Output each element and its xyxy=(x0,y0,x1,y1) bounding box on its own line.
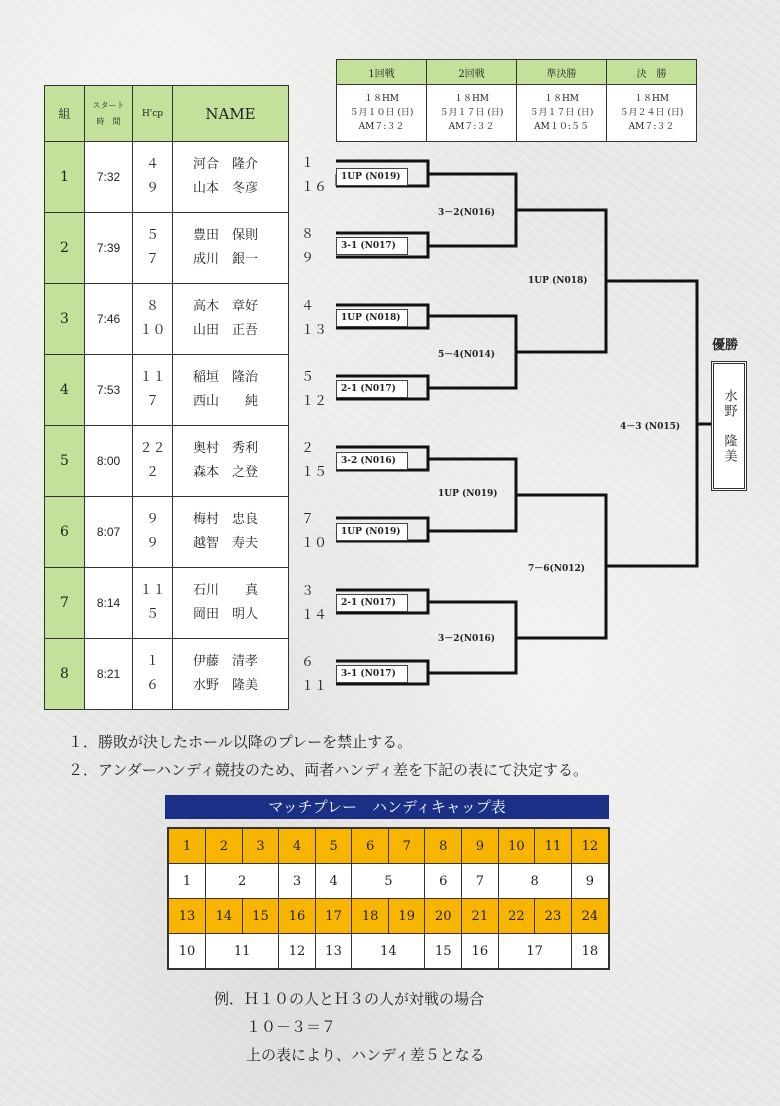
hcp-cell: ９ ９ xyxy=(133,497,173,568)
hcp-cell: ４ ９ xyxy=(133,142,173,213)
round-header: 2回戦 xyxy=(427,60,517,85)
start-time: 7:53 xyxy=(85,355,133,426)
handicap-cell: 22 xyxy=(498,899,535,934)
handicap-cell: 16 xyxy=(279,899,316,934)
seed-number: ３ xyxy=(301,584,315,599)
handicap-cell: 21 xyxy=(462,899,499,934)
r2-result: 3－2(N016) xyxy=(438,208,496,218)
start-time-header: スタート 時 間 xyxy=(85,86,133,142)
group-header: 組 xyxy=(45,86,85,142)
handicap-cell: 13 xyxy=(315,934,352,970)
handicap-cell: 2 xyxy=(206,828,243,864)
handicap-cell: 4 xyxy=(279,828,316,864)
player-name: 稲垣 隆治 xyxy=(193,370,259,385)
r1-result: 1UP (N018) xyxy=(336,309,408,327)
player-name: 豊田 保則 xyxy=(193,228,259,243)
hcp-cell: ８ １０ xyxy=(133,284,173,355)
example-line-3: 上の表により、ハンディ差５となる xyxy=(246,1046,485,1064)
round-detail: １８HM ５月１７日 (日) AM７:３２ xyxy=(427,85,517,142)
handicap-cell: 18 xyxy=(571,934,609,970)
handicap-cell: 3 xyxy=(242,828,279,864)
seed-number: ５ xyxy=(301,370,315,385)
handicap-cell: 8 xyxy=(498,864,571,899)
player-name: 成川 銀一 xyxy=(193,252,259,267)
r2-result: 1UP (N019) xyxy=(438,489,498,499)
rule-1: １．勝敗が決したホール以降のプレーを禁止する。 xyxy=(68,733,413,751)
seed-number: ２ xyxy=(301,441,315,456)
round-detail: １８HM ５月２４日 (日) AM７:３２ xyxy=(607,85,697,142)
handicap-cell: 7 xyxy=(388,828,425,864)
handicap-cell: 14 xyxy=(352,934,425,970)
rule-2: ２．アンダーハンディ競技のため、両者ハンディ差を下記の表にて決定する。 xyxy=(68,761,589,779)
start-time: 7:39 xyxy=(85,213,133,284)
handicap-cell: 15 xyxy=(425,934,462,970)
seed-number: １２ xyxy=(301,394,328,409)
r1-result: 3-2 (N016) xyxy=(336,452,408,470)
player-name: 河合 隆介 xyxy=(193,157,259,172)
handicap-cell: 12 xyxy=(571,828,609,864)
handicap-cell: 10 xyxy=(498,828,535,864)
handicap-cell: 1 xyxy=(168,864,206,899)
seed-number: ７ xyxy=(301,512,315,527)
seed-number: ９ xyxy=(301,251,315,266)
group-number: 7 xyxy=(45,568,85,639)
seed-number: １５ xyxy=(301,465,328,480)
player-name: 伊藤 清孝 xyxy=(193,654,259,669)
r2-result: 5－4(N014) xyxy=(438,350,496,360)
handicap-cell: 7 xyxy=(462,864,499,899)
handicap-cell: 3 xyxy=(279,864,316,899)
group-number: 6 xyxy=(45,497,85,568)
seed-number: １０ xyxy=(301,536,328,551)
r1-result: 1UP (N019) xyxy=(336,523,408,541)
player-name: 岡田 明人 xyxy=(193,607,259,622)
player-name: 高木 章好 xyxy=(193,299,259,314)
winner-label: 優勝 xyxy=(712,338,739,353)
handicap-cell: 16 xyxy=(462,934,499,970)
winner-name: 水野 隆美 xyxy=(721,388,737,464)
round-header: 1回戦 xyxy=(337,60,427,85)
group-number: 1 xyxy=(45,142,85,213)
handicap-cell: 12 xyxy=(279,934,316,970)
handicap-cell: 24 xyxy=(571,899,609,934)
winner-box xyxy=(711,361,747,491)
start-time: 8:00 xyxy=(85,426,133,497)
r1-result: 3-1 (N017) xyxy=(336,665,408,683)
handicap-cell: 13 xyxy=(168,899,206,934)
seed-number: １３ xyxy=(301,323,328,338)
r1-result: 3-1 (N017) xyxy=(336,237,408,255)
group-number: 4 xyxy=(45,355,85,426)
r2-result: 3－2(N016) xyxy=(438,634,496,644)
handicap-cell: 19 xyxy=(388,899,425,934)
group-number: 3 xyxy=(45,284,85,355)
round-detail: １８HM ５月１０日 (日) AM７:３２ xyxy=(337,85,427,142)
handicap-cell: 9 xyxy=(571,864,609,899)
handicap-table xyxy=(167,827,610,970)
round-detail: １８HM ５月１７日 (日) AM１０:５５ xyxy=(517,85,607,142)
hcp-cell: １１ ７ xyxy=(133,355,173,426)
group-number: 8 xyxy=(45,639,85,710)
start-time: 7:32 xyxy=(85,142,133,213)
handicap-cell: 6 xyxy=(425,864,462,899)
hcp-cell: ２２ ２ xyxy=(133,426,173,497)
handicap-cell: 11 xyxy=(206,934,279,970)
round-header: 決 勝 xyxy=(607,60,697,85)
handicap-cell: 10 xyxy=(168,934,206,970)
handicap-cell: 14 xyxy=(206,899,243,934)
start-time: 7:46 xyxy=(85,284,133,355)
example-line-1: 例．Ｈ１０の人とＨ３の人が対戦の場合 xyxy=(214,990,485,1008)
player-name: 梅村 忠良 xyxy=(193,512,259,527)
handicap-cell: 1 xyxy=(168,828,206,864)
seed-number: ６ xyxy=(301,655,315,670)
hcp-cell: １１ ５ xyxy=(133,568,173,639)
seed-number: １６ xyxy=(301,180,328,195)
seed-number: ４ xyxy=(301,299,315,314)
start-time: 8:21 xyxy=(85,639,133,710)
handicap-cell: 20 xyxy=(425,899,462,934)
handicap-cell: 4 xyxy=(315,864,352,899)
round-header: 準決勝 xyxy=(517,60,607,85)
r1-result: 2-1 (N017) xyxy=(336,594,408,612)
r1-result: 2-1 (N017) xyxy=(336,380,408,398)
player-name: 山田 正吾 xyxy=(193,323,259,338)
start-time: 8:07 xyxy=(85,497,133,568)
semi-result: 7－6(N012) xyxy=(528,564,586,574)
handicap-cell: 9 xyxy=(462,828,499,864)
player-name: 西山 純 xyxy=(193,394,259,409)
hcp-cell: １ ６ xyxy=(133,639,173,710)
seed-number: ８ xyxy=(301,227,315,242)
seed-number: １ xyxy=(301,156,315,171)
player-name: 山本 冬彦 xyxy=(193,181,259,196)
semi-result: 1UP (N018) xyxy=(528,276,588,286)
player-name: 越智 寿夫 xyxy=(193,536,259,551)
handicap-cell: 11 xyxy=(535,828,572,864)
example-line-2: １０－３＝７ xyxy=(246,1018,337,1036)
handicap-cell: 2 xyxy=(206,864,279,899)
hcp-cell: ５ ７ xyxy=(133,213,173,284)
player-name: 水野 隆美 xyxy=(193,678,259,693)
handicap-cell: 5 xyxy=(352,864,425,899)
r1-result: 1UP (N019) xyxy=(336,168,408,186)
handicap-cell: 15 xyxy=(242,899,279,934)
final-result: 4－3 (N015) xyxy=(620,422,681,432)
name-header: NAME xyxy=(173,86,289,142)
handicap-cell: 17 xyxy=(498,934,571,970)
group-number: 5 xyxy=(45,426,85,497)
hcp-header: H'cp xyxy=(133,86,173,142)
handicap-cell: 5 xyxy=(315,828,352,864)
handicap-cell: 8 xyxy=(425,828,462,864)
group-number: 2 xyxy=(45,213,85,284)
handicap-cell: 18 xyxy=(352,899,389,934)
player-name: 奥村 秀利 xyxy=(193,441,259,456)
seed-number: １１ xyxy=(301,679,328,694)
player-name: 石川 真 xyxy=(193,583,259,598)
handicap-cell: 6 xyxy=(352,828,389,864)
player-name: 森本 之登 xyxy=(193,465,259,480)
handicap-cell: 17 xyxy=(315,899,352,934)
handicap-table-title: マッチプレー ハンディキャップ表 xyxy=(165,795,609,819)
start-time: 8:14 xyxy=(85,568,133,639)
seed-number: １４ xyxy=(301,608,328,623)
handicap-cell: 23 xyxy=(535,899,572,934)
